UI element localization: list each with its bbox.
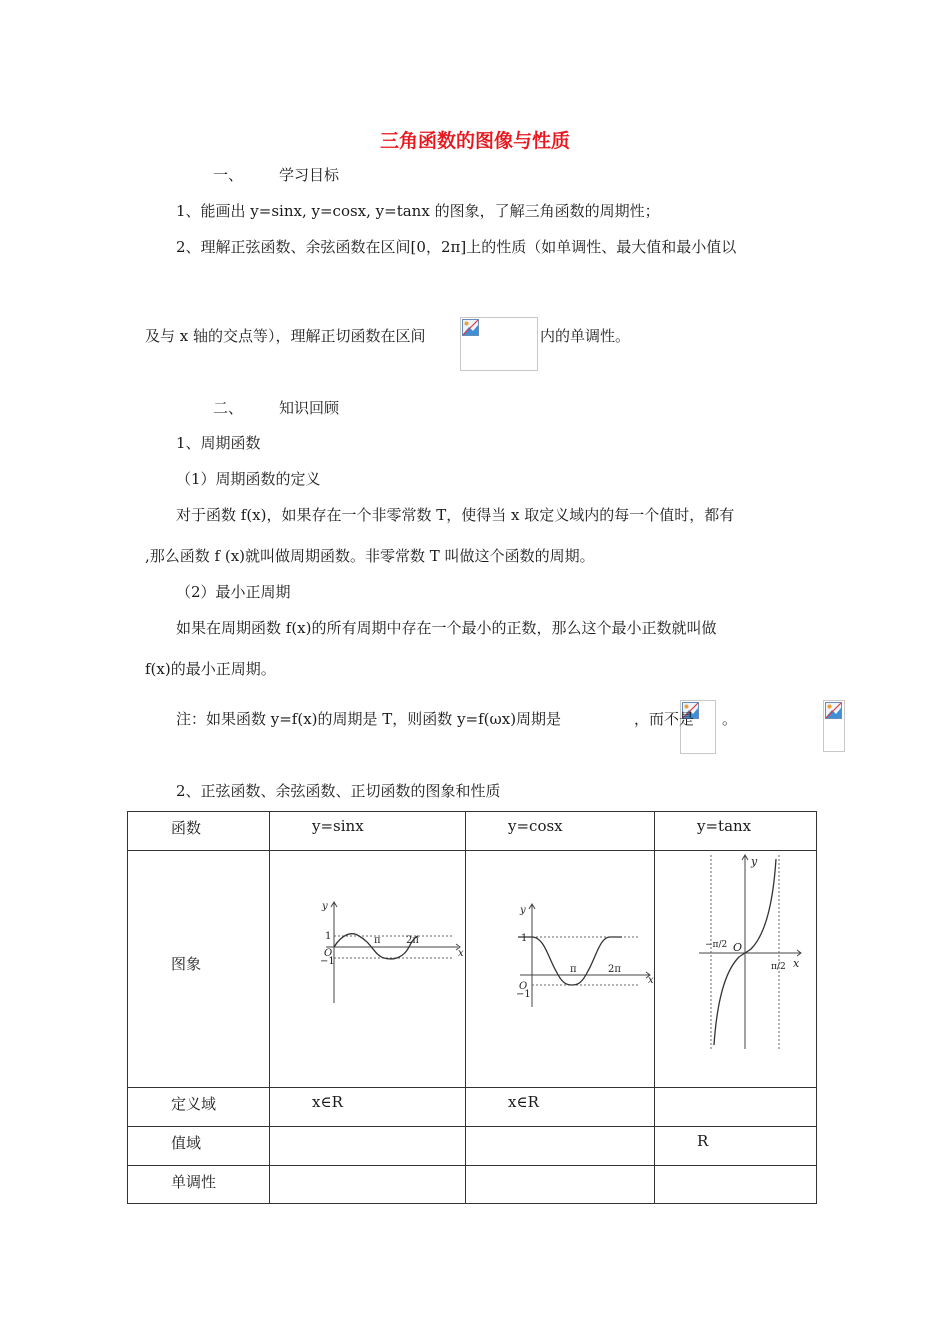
tick-label: 1 (325, 931, 332, 942)
cos-graph (504, 901, 654, 1011)
paragraph: 2、理解正弦函数、余弦函数在区间[0，2π]上的性质（如单调性、最大值和最小值以 (176, 238, 737, 256)
subheading: 2、正弦函数、余弦函数、正切函数的图象和性质 (176, 782, 501, 800)
table-header: y=tanx (697, 817, 752, 835)
paragraph: 注：如果函数 y=f(x)的周期是 T，则函数 y=f(ωx)周期是 (176, 710, 562, 728)
tick-label: 2π (608, 964, 621, 975)
broken-image-icon (462, 319, 479, 336)
subheading: 1、周期函数 (176, 434, 261, 452)
paragraph: f(x)的最小正周期。 (145, 660, 276, 678)
paragraph: ,那么函数 f (x)就叫做周期函数。非零常数 T 叫做这个函数的周期。 (145, 547, 595, 565)
row-label: 定义域 (171, 1095, 217, 1113)
x-axis-label: x (793, 957, 800, 970)
y-axis-label: y (322, 901, 328, 912)
cosine-curve (518, 937, 622, 985)
tick-label: −1 (320, 956, 335, 967)
table-header: y=sinx (312, 817, 364, 835)
x-axis-label: x (458, 948, 464, 959)
x-axis-label: x (648, 975, 654, 986)
tick-label: π/2 (771, 962, 786, 972)
paragraph: 对于函数 f(x)，如果存在一个非零常数 T，使得当 x 取定义域内的每一个值时，都有 (176, 506, 735, 524)
section-title: 知识回顾 (279, 399, 340, 417)
tick-label: −1 (516, 989, 531, 1000)
row-label: 图象 (171, 955, 202, 973)
tick-label: π (374, 935, 381, 946)
y-axis-label: y (751, 855, 758, 868)
section-title: 学习目标 (279, 166, 340, 184)
table-cell: R (697, 1132, 709, 1150)
section-number: 二、 (213, 399, 244, 417)
paragraph: 1、能画出 y=sinx, y=cosx, y=tanx 的图象，了解三角函数的周期性； (176, 202, 660, 220)
paragraph: ，而不是 (634, 710, 695, 728)
broken-image-icon (825, 702, 842, 719)
paragraph: 如果在周期函数 f(x)的所有周期中存在一个最小的正数，那么这个最小正数就叫做 (176, 619, 717, 637)
sin-graph (312, 899, 464, 1005)
subheading: （1）周期函数的定义 (176, 470, 321, 488)
paragraph: 。 (722, 710, 738, 728)
tick-label: 2π (406, 935, 419, 946)
tick-label: π (570, 964, 577, 975)
tan-graph (695, 851, 807, 1051)
row-label: 单调性 (171, 1173, 217, 1191)
subheading: （2）最小正周期 (176, 583, 291, 601)
properties-table (127, 811, 817, 1204)
broken-image (823, 700, 845, 752)
table-cell: x∈R (312, 1093, 343, 1111)
tick-label: −π/2 (705, 940, 728, 950)
y-axis-label: y (520, 905, 526, 916)
origin-label: O (519, 981, 528, 992)
table-cell: x∈R (508, 1093, 539, 1111)
page-title: 三角函数的图像与性质 (379, 130, 570, 152)
section-number: 一、 (213, 166, 244, 184)
origin-label: O (733, 941, 743, 954)
table-header: y=cosx (508, 817, 563, 835)
paragraph: 及与 x 轴的交点等），理解正切函数在区间 (145, 327, 426, 345)
broken-image (460, 317, 538, 371)
tick-label: 1 (521, 933, 528, 944)
origin-label: O (324, 948, 333, 959)
paragraph: 内的单调性。 (540, 327, 631, 345)
row-label: 值域 (171, 1134, 202, 1152)
table-header: 函数 (171, 819, 202, 837)
